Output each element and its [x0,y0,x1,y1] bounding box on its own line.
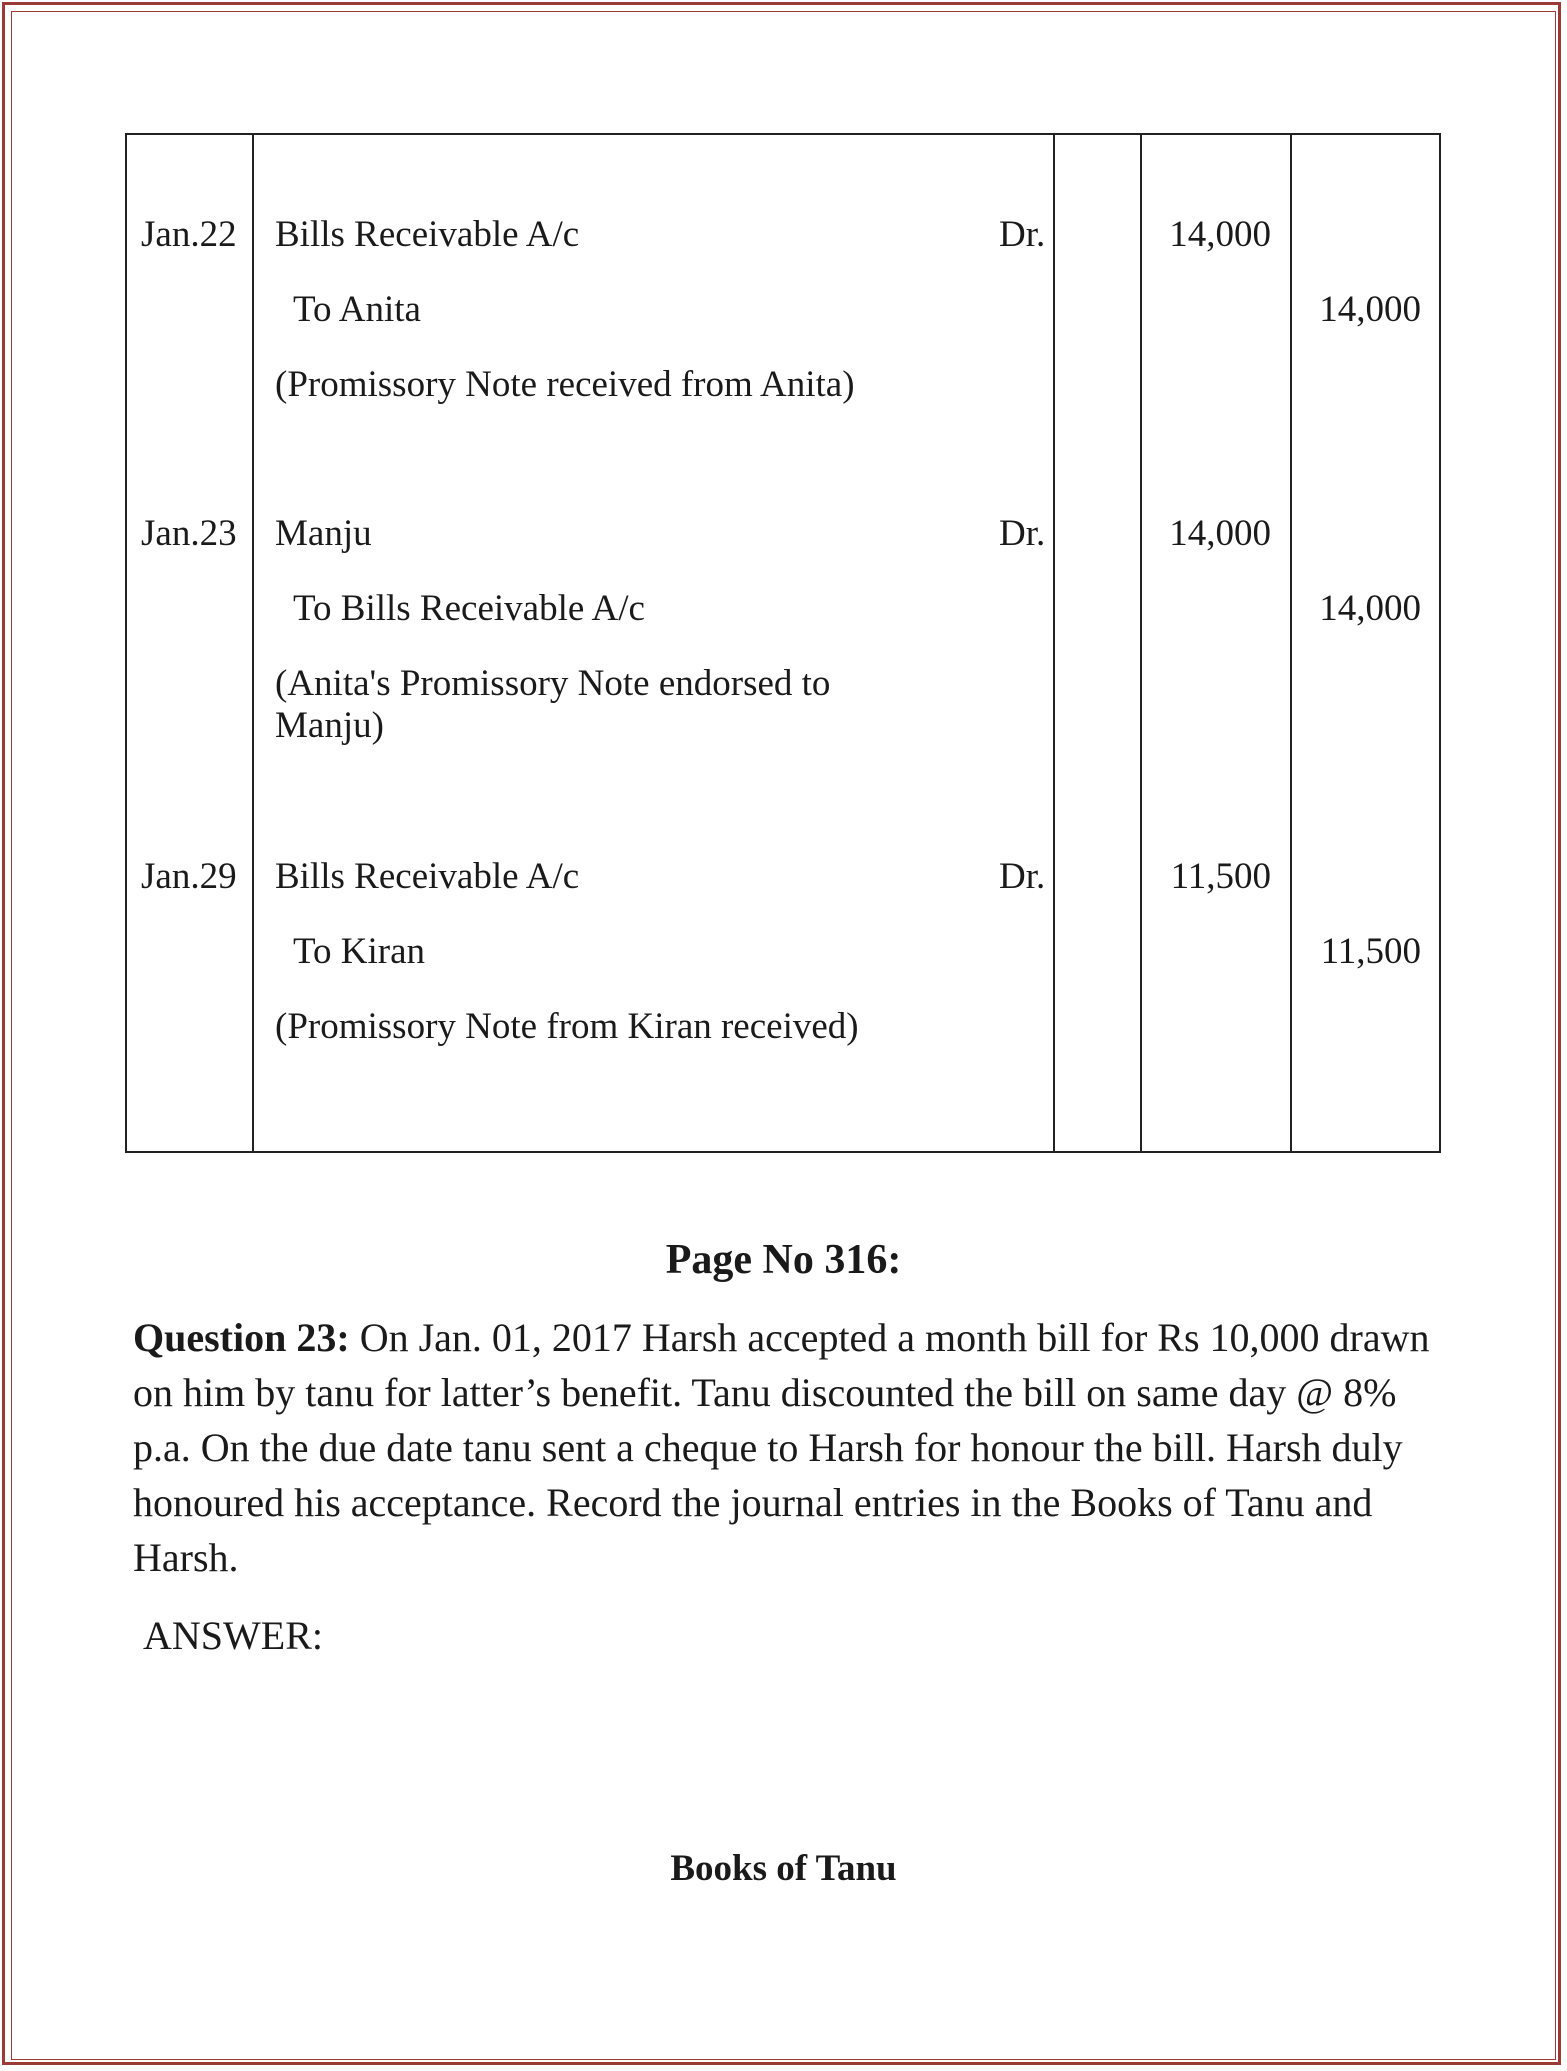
narration: (Promissory Note received from Anita) [275,364,855,405]
narration: (Promissory Note from Kiran received) [275,1006,859,1047]
entry-date: Jan.23 [141,513,237,554]
debit-amount: 14,000 [1169,513,1271,554]
debit-account: Bills Receivable A/c [275,214,580,255]
debit-account: Bills Receivable A/c [275,856,580,897]
credit-account: To Kiran [293,931,426,972]
particulars-column-divider [1053,135,1055,1151]
debit-account: Manju [275,513,372,554]
credit-account: To Bills Receivable A/c [293,588,645,629]
question-text: On Jan. 01, 2017 Harsh accepted a month bill for Rs 10,000 drawn on him by tanu for latter’s benefit. Tanu discounted the bill on same day @ 8% p.a. On the due date tanu sent a cheque to Harsh for honour the bill. Harsh duly honoured his acceptance. Record the journal entries in the Books of Tanu and Harsh. [133,1315,1430,1580]
page-number-heading: Page No 316: [665,1237,902,1283]
dr-marker: Dr. [999,214,1046,255]
credit-amount: 14,000 [1319,289,1421,330]
dr-marker: Dr. [999,513,1046,554]
narration: (Anita's Promissory Note endorsed to Manju) [275,663,831,746]
entry-date: Jan.22 [141,214,237,255]
question-label: Question 23: [133,1315,350,1360]
credit-account: To Anita [293,289,421,330]
journal-table [125,133,1441,1153]
date-column-divider [252,135,254,1151]
question-paragraph [133,1310,1463,1585]
lf-column-divider [1140,135,1142,1151]
debit-amount: 11,500 [1170,856,1271,897]
entry-date: Jan.29 [141,856,237,897]
debit-amount: 14,000 [1169,214,1271,255]
credit-amount: 11,500 [1320,931,1421,972]
dr-marker: Dr. [999,856,1046,897]
answer-label: ANSWER: [143,1613,323,1658]
debit-column-divider [1290,135,1292,1151]
books-of-tanu-heading: Books of Tanu [670,1848,897,1889]
credit-amount: 14,000 [1319,588,1421,629]
